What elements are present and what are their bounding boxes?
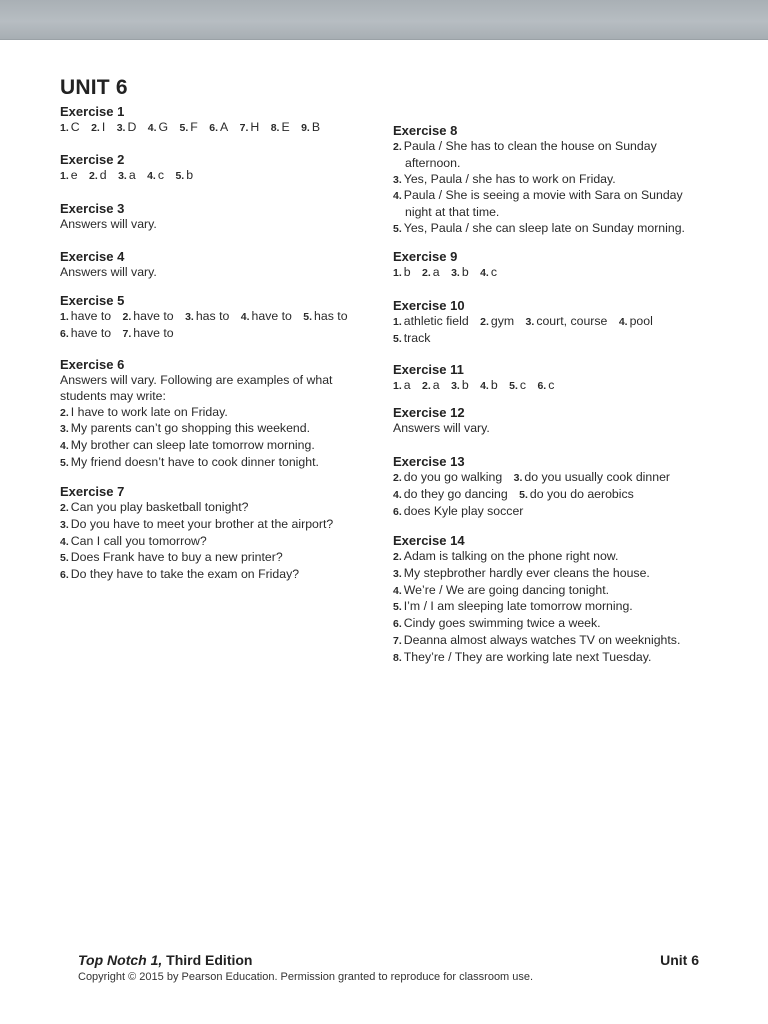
answer-item: 5. Does Frank have to buy a new printer?: [60, 550, 283, 565]
answer-item: 2. I: [91, 120, 106, 134]
exercise-9: [393, 249, 723, 282]
answer-item: 5. My friend doesn’t have to cook dinner tonight.: [60, 454, 319, 469]
book-edition: Third Edition: [166, 952, 253, 968]
answer-item: 4. Paula / She is seeing a movie with Sara on Sunday: [393, 188, 683, 203]
answer-item: 6. c: [537, 378, 555, 392]
exercise-1: [60, 104, 390, 137]
top-header-band: [0, 0, 768, 40]
answer-item: 3. My parents can’t go shopping this weekend.: [60, 421, 311, 436]
answer-item: 3. b: [451, 265, 469, 279]
exercise-title: Exercise 2: [60, 152, 125, 167]
answer-row: [393, 314, 723, 331]
answer-item: 8. They’re / They are working late next Tuesday.: [393, 649, 652, 664]
answer-item: 3. a: [118, 168, 136, 182]
exercise-title: Exercise 5: [60, 293, 125, 308]
exercise-title: Exercise 1: [60, 104, 125, 119]
answer-row: [393, 378, 723, 395]
exercise-answers: [393, 139, 723, 238]
exercise-text: Answers will vary.: [60, 217, 157, 231]
exercise-title: Exercise 13: [393, 454, 465, 469]
exercise-title: Exercise 9: [393, 249, 458, 264]
answer-item: 1. C: [60, 120, 80, 134]
answer-item: 1. b: [393, 265, 411, 279]
answer-item: 4. c: [480, 265, 498, 279]
answer-item: 2. do you go walking: [393, 470, 503, 484]
answer-item: 1. e: [60, 168, 78, 182]
exercise-8: [393, 123, 723, 238]
answer-row: [60, 309, 390, 326]
answer-item: 6. does Kyle play soccer: [393, 503, 524, 518]
exercise-answers: [393, 378, 723, 395]
answer-item: 6. have to: [60, 325, 112, 340]
answer-row: [393, 470, 723, 487]
answer-item: 4. have to: [240, 309, 292, 323]
answer-item: 5. I’m / I am sleeping late tomorrow morning.: [393, 599, 633, 614]
answer-item: 5. c: [509, 378, 527, 392]
exercise-title: Exercise 3: [60, 201, 125, 216]
exercise-answers: [393, 470, 723, 520]
answer-item: 9. B: [301, 120, 321, 134]
answer-item: 2. Can you play basketball tonight?: [60, 500, 249, 514]
answer-item: 5. do you do aerobics: [519, 486, 634, 501]
exercise-title: Exercise 11: [393, 362, 464, 377]
exercise-3: [60, 201, 390, 233]
answer-continuation: night at that time.: [405, 205, 500, 220]
answer-item: 2. Paula / She has to clean the house on Sunday: [393, 139, 657, 153]
exercise-answers: [60, 120, 390, 137]
answer-item: 5. F: [179, 120, 198, 134]
exercise-4: [60, 249, 390, 281]
answer-item: 2. a: [422, 378, 440, 392]
answer-item: 1. have to: [60, 309, 112, 323]
answer-row: [393, 265, 723, 282]
answer-row: [393, 331, 723, 348]
exercise-answers: [60, 168, 390, 185]
answer-item: 2. d: [89, 168, 107, 182]
answer-row: [60, 120, 390, 137]
answer-item: 3. My stepbrother hardly ever cleans the house.: [393, 565, 650, 580]
exercise-title: Exercise 12: [393, 405, 465, 420]
exercise-7: [60, 484, 390, 584]
exercise-answers: [393, 549, 723, 667]
exercise-answers: [60, 500, 390, 584]
exercise-intro: students may write:: [60, 388, 166, 403]
exercise-13: [393, 454, 723, 520]
exercise-12: [393, 405, 723, 437]
exercise-11: [393, 362, 723, 395]
footer-copyright: Copyright © 2015 by Pearson Education. Permission granted to reproduce for classroom use.: [78, 971, 534, 983]
answer-item: 2. gym: [480, 314, 515, 328]
answer-item: 5. has to: [303, 309, 348, 323]
answer-item: 8. E: [270, 120, 290, 134]
answer-item: 4. b: [480, 378, 498, 392]
answer-item: 4. We’re / We are going dancing tonight.: [393, 582, 610, 597]
exercise-6: [60, 357, 390, 472]
exercise-title: Exercise 10: [393, 298, 465, 313]
answer-item: 7. have to: [122, 325, 174, 340]
exercise-title: Exercise 7: [60, 484, 125, 499]
answer-item: 4. Can I call you tomorrow?: [60, 533, 207, 548]
answer-item: 4. My brother can sleep late tomorrow morning.: [60, 438, 315, 453]
answer-row: [60, 168, 390, 185]
answer-row: [393, 504, 723, 521]
exercise-title: Exercise 6: [60, 357, 125, 372]
answer-item: 3. has to: [185, 309, 230, 323]
answer-item: 2. I have to work late on Friday.: [60, 404, 228, 419]
exercise-text: Answers will vary.: [60, 265, 157, 279]
unit-title: UNIT 6: [60, 76, 128, 99]
answer-item: 7. Deanna almost always watches TV on weeknights.: [393, 632, 681, 647]
exercise-text: Answers will vary.: [393, 421, 490, 435]
exercise-10: [393, 298, 723, 348]
answer-item: 3. Do you have to meet your brother at the airport?: [60, 516, 334, 531]
answer-row: [393, 487, 723, 504]
exercise-intro: Answers will vary. Following are examples of what: [60, 373, 333, 387]
exercise-title: Exercise 4: [60, 249, 125, 264]
answer-item: 4. pool: [618, 314, 653, 328]
answer-item: 2. Adam is talking on the phone right now.: [393, 549, 619, 563]
answer-item: 4. G: [147, 120, 169, 134]
answer-item: 5. track: [393, 330, 431, 345]
exercise-answers: [393, 265, 723, 282]
book-title: Top Notch 1,: [78, 952, 163, 968]
answer-item: 7. H: [239, 120, 260, 134]
footer-book-title: [78, 952, 252, 968]
answer-item: 6. Do they have to take the exam on Friday?: [60, 567, 300, 582]
exercise-title: Exercise 14: [393, 533, 465, 548]
exercise-answers: [393, 314, 723, 348]
answer-item: 5. Yes, Paula / she can sleep late on Sunday morning.: [393, 220, 685, 235]
answer-item: 6. A: [209, 120, 229, 134]
exercise-2: [60, 152, 390, 185]
answer-item: 3. Yes, Paula / she has to work on Friday.: [393, 171, 616, 186]
answer-item: 4. c: [147, 168, 165, 182]
answer-item: 3. do you usually cook dinner: [513, 470, 671, 484]
answer-continuation: afternoon.: [405, 155, 461, 170]
exercise-title: Exercise 8: [393, 123, 458, 138]
answer-item: 2. have to: [122, 309, 174, 323]
answer-item: 1. a: [393, 378, 411, 392]
exercise-answers: [60, 309, 390, 343]
answer-item: 3. court, course: [525, 314, 608, 328]
answer-item: 3. b: [451, 378, 469, 392]
exercise-5: [60, 293, 390, 343]
answer-item: 3. D: [116, 120, 137, 134]
exercise-answers: [60, 373, 390, 472]
answer-item: 2. a: [422, 265, 440, 279]
footer-unit-label: Unit 6: [660, 952, 699, 968]
answer-item: 4. do they go dancing: [393, 486, 508, 501]
exercise-14: [393, 533, 723, 667]
answer-row: [60, 326, 390, 343]
answer-item: 5. b: [175, 168, 194, 182]
answer-item: 6. Cindy goes swimming twice a week.: [393, 616, 601, 631]
answer-item: 1. athletic field: [393, 314, 469, 328]
